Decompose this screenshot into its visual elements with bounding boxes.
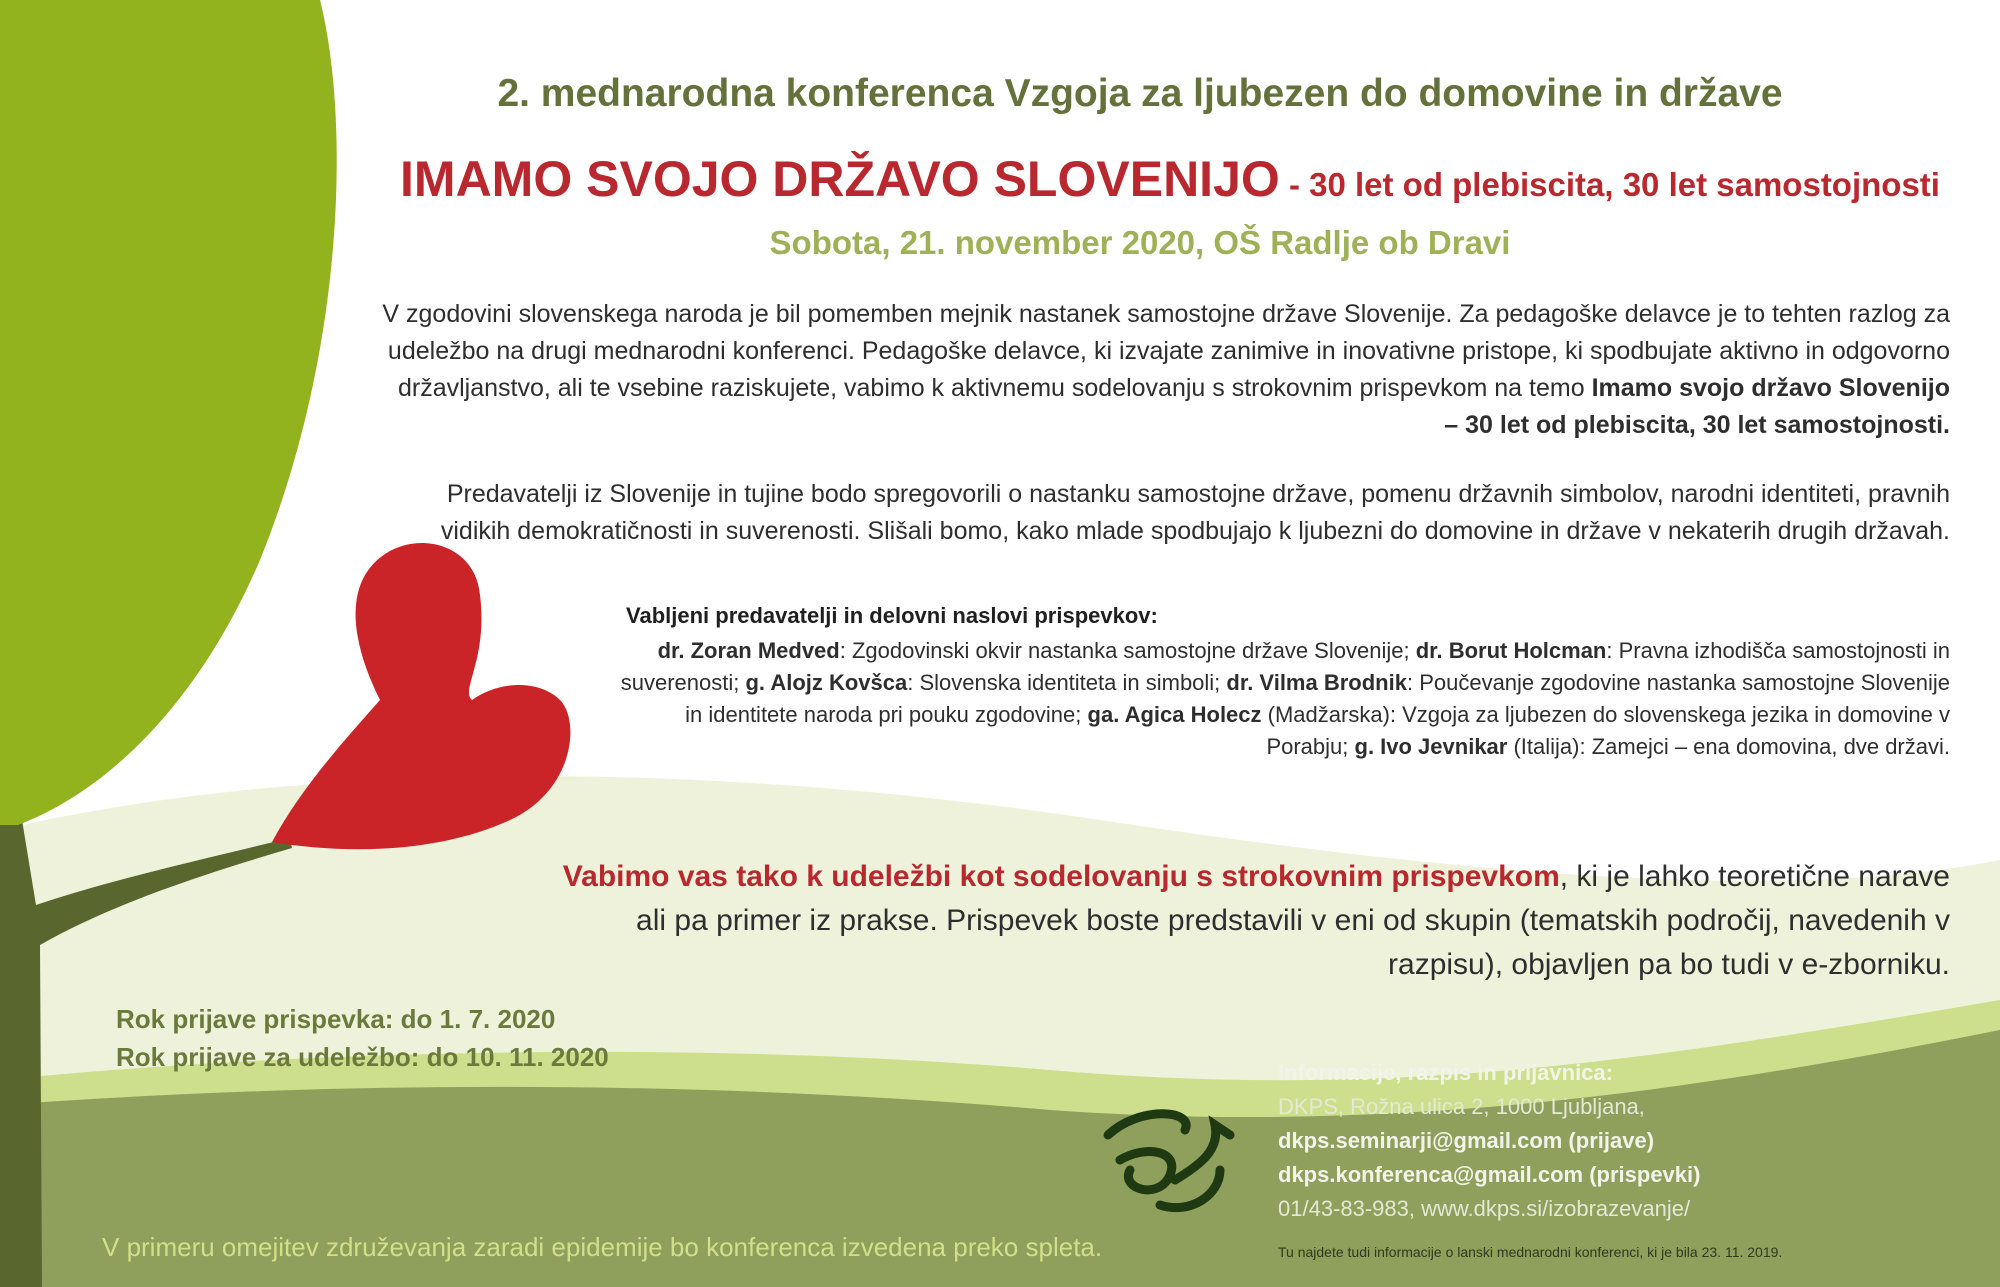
info-email-prijave[interactable]: dkps.seminarji@gmail.com (prijave) (1278, 1128, 1655, 1153)
info-footnote: Tu najdete tudi informacije o lanski mednarodni konferenci, ki je bila 23. 11. 2019. (1278, 1244, 1783, 1260)
speakers-list (600, 603, 1950, 763)
speaker-note: (Madžarska) (1261, 702, 1390, 727)
speaker-item (658, 638, 1416, 663)
conference-subtitle: 2. mednarodna konferenca Vzgoja za ljubezen do domovine in države (497, 72, 1783, 115)
info-address: DKPS, Rožna ulica 2, 1000 Ljubljana, (1278, 1094, 1645, 1119)
speaker-item (745, 670, 1226, 695)
intro-bold: Imamo svojo državo Slovenijo – 30 let od plebiscita, 30 let samostojnosti. (1444, 374, 1950, 439)
conference-title (380, 150, 1960, 208)
speaker-topic: : Vzgoja za ljubezen do slovenskega jezika in domovine v Porabju; (1266, 702, 1950, 759)
speaker-topic: : Zgodovinski okvir nastanka samostojne države Slovenije; (839, 638, 1416, 663)
contact-info (1278, 1056, 1700, 1226)
speakers-heading: Vabljeni predavatelji in delovni naslovi prispevkov: (626, 603, 1158, 628)
intro-text: V zgodovini slovenskega naroda je bil pomemben mejnik nastanek samostojne države Slovenije. Za pedagoške delavce je to tehten razlog za udeležbo na drugi mednarodni konferenci. Pedagoške delavce, ki izvajate zanimive in inovativne pristope, ki spodbujate aktivno in odgovorno državljanstvo, ali te vsebine raziskujete, vabimo k aktivnemu sodelovanju s strokovnim prispevkom na temo (382, 300, 1950, 402)
speaker-name: ga. Agica Holecz (1087, 702, 1262, 727)
speaker-topic: : Slovenska identiteta in simboli; (907, 670, 1227, 695)
deadline-attendance: Rok prijave za udeležbo: do 10. 11. 2020 (116, 1042, 609, 1072)
speaker-note: (Italija) (1507, 734, 1580, 759)
deadlines (116, 1000, 609, 1076)
deadline-paper: Rok prijave prispevka: do 1. 7. 2020 (116, 1004, 556, 1034)
date-place: Sobota, 21. november 2020, OŠ Radlje ob Dravi (769, 224, 1511, 261)
speaker-name: dr. Zoran Medved (657, 638, 840, 663)
title-main: IMAMO SVOJO DRŽAVO SLOVENIJO (400, 151, 1280, 207)
lecturers-paragraph: Predavatelji iz Slovenije in tujine bodo spregovorili o nastanku samostojne države, pomenu državnih simbolov, narodni identiteti, pravnih vidikih demokratičnosti in suverenosti. Slišali bomo, kako mlade spodbujajo k ljubezni do domovine in države v nekaterih drugih državah. (440, 480, 1950, 545)
speaker-topic: : Poučevanje zgodovine nastanka samostojne Slovenije in identitete naroda pri pouku zgodovine; (685, 670, 1950, 727)
speakers-spacer (600, 603, 1950, 635)
speaker-topic: : Zamejci – ena domovina, dve državi. (1579, 734, 1950, 759)
speaker-name: dr. Borut Holcman (1415, 638, 1607, 663)
info-phone-web[interactable]: 01/43-83-983, www.dkps.si/izobrazevanje/ (1278, 1196, 1691, 1221)
info-heading: Informacije, razpis in prijavnica: (1278, 1060, 1613, 1085)
info-email-prispevki[interactable]: dkps.konferenca@gmail.com (prispevki) (1278, 1162, 1701, 1187)
invitation-text: , ki je lahko teoretične narave ali pa primer iz prakse. Prispevek boste predstavili v eni od skupin (tematskih področij, navedenih v razpisu), objavljen pa bo tudi v e-zborniku. (636, 860, 1950, 981)
speaker-item (1355, 734, 1951, 759)
invitation-highlight: Vabimo vas tako k udeležbi kot sodelovanju s strokovnim prispevkom (562, 860, 1560, 893)
speaker-name: g. Ivo Jevnikar (1354, 734, 1508, 759)
speaker-name: dr. Vilma Brodnik (1226, 670, 1407, 695)
title-rest: - 30 let od plebiscita, 30 let samostojnosti (1279, 166, 1940, 203)
invitation (560, 855, 1950, 987)
intro-paragraph (380, 296, 1950, 444)
online-note: V primeru omejitev združevanja zaradi epidemije bo konferenca izvedena preko spleta. (102, 1232, 1103, 1262)
speaker-name: g. Alojz Kovšca (745, 670, 908, 695)
speaker-topic: : Pravna izhodišča samostojnosti in suverenosti; (620, 638, 1950, 695)
